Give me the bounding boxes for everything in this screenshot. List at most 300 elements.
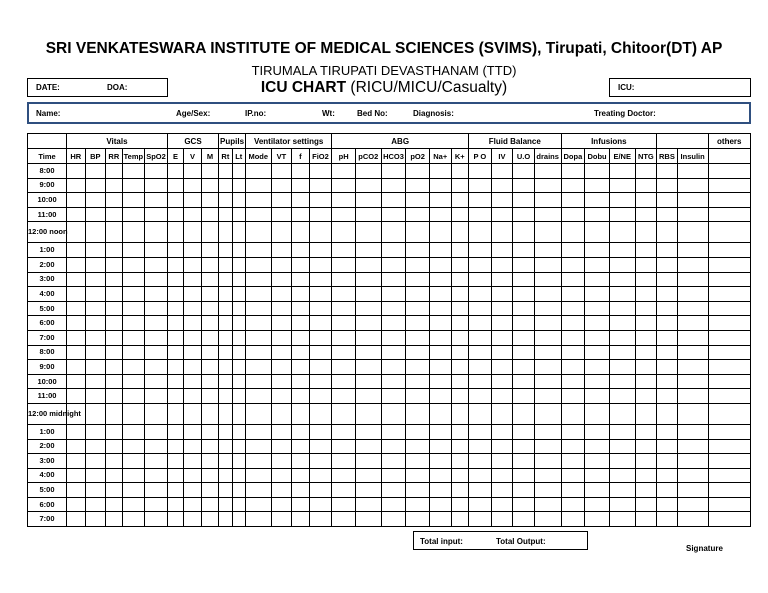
entry-cell[interactable] <box>469 439 492 454</box>
entry-cell[interactable] <box>292 497 309 512</box>
entry-cell[interactable] <box>219 439 232 454</box>
entry-cell[interactable] <box>309 193 332 208</box>
entry-cell[interactable] <box>122 483 145 498</box>
entry-cell[interactable] <box>167 468 183 483</box>
entry-cell[interactable] <box>67 424 86 439</box>
entry-cell[interactable] <box>585 207 610 222</box>
entry-cell[interactable] <box>167 301 183 316</box>
entry-cell[interactable] <box>184 424 201 439</box>
entry-cell[interactable] <box>451 330 469 345</box>
entry-cell[interactable] <box>513 345 535 360</box>
entry-cell[interactable] <box>406 389 430 404</box>
entry-cell[interactable] <box>469 454 492 469</box>
entry-cell[interactable] <box>245 301 271 316</box>
entry-cell[interactable] <box>513 301 535 316</box>
entry-cell[interactable] <box>271 424 292 439</box>
entry-cell[interactable] <box>406 222 430 243</box>
entry-cell[interactable] <box>219 272 232 287</box>
entry-cell[interactable] <box>657 424 678 439</box>
entry-cell[interactable] <box>271 164 292 179</box>
entry-cell[interactable] <box>332 222 356 243</box>
entry-cell[interactable] <box>429 222 451 243</box>
entry-cell[interactable] <box>292 193 309 208</box>
entry-cell[interactable] <box>491 243 513 258</box>
entry-cell[interactable] <box>534 178 561 193</box>
entry-cell[interactable] <box>609 468 635 483</box>
entry-cell[interactable] <box>292 301 309 316</box>
entry-cell[interactable] <box>67 439 86 454</box>
entry-cell[interactable] <box>355 301 381 316</box>
entry-cell[interactable] <box>657 243 678 258</box>
entry-cell[interactable] <box>245 207 271 222</box>
entry-cell[interactable] <box>201 345 218 360</box>
entry-cell[interactable] <box>609 345 635 360</box>
entry-cell[interactable] <box>609 389 635 404</box>
entry-cell[interactable] <box>451 497 469 512</box>
entry-cell[interactable] <box>106 424 122 439</box>
entry-cell[interactable] <box>381 468 406 483</box>
entry-cell[interactable] <box>245 164 271 179</box>
entry-cell[interactable] <box>67 468 86 483</box>
entry-cell[interactable] <box>145 287 168 302</box>
entry-cell[interactable] <box>513 483 535 498</box>
entry-cell[interactable] <box>85 207 106 222</box>
entry-cell[interactable] <box>429 403 451 424</box>
entry-cell[interactable] <box>184 243 201 258</box>
entry-cell[interactable] <box>534 164 561 179</box>
entry-cell[interactable] <box>585 483 610 498</box>
entry-cell[interactable] <box>513 257 535 272</box>
entry-cell[interactable] <box>184 345 201 360</box>
entry-cell[interactable] <box>245 257 271 272</box>
entry-cell[interactable] <box>232 301 245 316</box>
entry-cell[interactable] <box>167 164 183 179</box>
entry-cell[interactable] <box>635 345 657 360</box>
entry-cell[interactable] <box>635 193 657 208</box>
entry-cell[interactable] <box>609 222 635 243</box>
entry-cell[interactable] <box>355 468 381 483</box>
entry-cell[interactable] <box>513 330 535 345</box>
entry-cell[interactable] <box>708 497 750 512</box>
entry-cell[interactable] <box>381 193 406 208</box>
entry-cell[interactable] <box>381 330 406 345</box>
entry-cell[interactable] <box>85 222 106 243</box>
entry-cell[interactable] <box>106 316 122 331</box>
entry-cell[interactable] <box>406 207 430 222</box>
entry-cell[interactable] <box>469 287 492 302</box>
entry-cell[interactable] <box>271 497 292 512</box>
entry-cell[interactable] <box>332 193 356 208</box>
entry-cell[interactable] <box>406 403 430 424</box>
entry-cell[interactable] <box>292 207 309 222</box>
entry-cell[interactable] <box>232 287 245 302</box>
entry-cell[interactable] <box>309 345 332 360</box>
entry-cell[interactable] <box>469 178 492 193</box>
entry-cell[interactable] <box>635 207 657 222</box>
entry-cell[interactable] <box>708 207 750 222</box>
entry-cell[interactable] <box>184 330 201 345</box>
entry-cell[interactable] <box>122 345 145 360</box>
entry-cell[interactable] <box>167 193 183 208</box>
entry-cell[interactable] <box>609 272 635 287</box>
entry-cell[interactable] <box>85 403 106 424</box>
entry-cell[interactable] <box>708 178 750 193</box>
entry-cell[interactable] <box>106 193 122 208</box>
entry-cell[interactable] <box>491 207 513 222</box>
entry-cell[interactable] <box>271 178 292 193</box>
entry-cell[interactable] <box>657 257 678 272</box>
entry-cell[interactable] <box>534 497 561 512</box>
entry-cell[interactable] <box>106 301 122 316</box>
entry-cell[interactable] <box>232 222 245 243</box>
entry-cell[interactable] <box>491 345 513 360</box>
entry-cell[interactable] <box>201 301 218 316</box>
entry-cell[interactable] <box>85 178 106 193</box>
entry-cell[interactable] <box>657 345 678 360</box>
entry-cell[interactable] <box>145 468 168 483</box>
entry-cell[interactable] <box>429 257 451 272</box>
entry-cell[interactable] <box>184 272 201 287</box>
entry-cell[interactable] <box>309 374 332 389</box>
entry-cell[interactable] <box>677 439 708 454</box>
entry-cell[interactable] <box>219 330 232 345</box>
entry-cell[interactable] <box>451 287 469 302</box>
entry-cell[interactable] <box>219 257 232 272</box>
entry-cell[interactable] <box>381 483 406 498</box>
entry-cell[interactable] <box>122 454 145 469</box>
entry-cell[interactable] <box>67 193 86 208</box>
entry-cell[interactable] <box>534 330 561 345</box>
entry-cell[interactable] <box>585 360 610 375</box>
entry-cell[interactable] <box>609 374 635 389</box>
entry-cell[interactable] <box>451 483 469 498</box>
entry-cell[interactable] <box>381 374 406 389</box>
entry-cell[interactable] <box>677 164 708 179</box>
entry-cell[interactable] <box>561 403 585 424</box>
entry-cell[interactable] <box>67 287 86 302</box>
entry-cell[interactable] <box>657 512 678 527</box>
entry-cell[interactable] <box>167 243 183 258</box>
entry-cell[interactable] <box>245 222 271 243</box>
entry-cell[interactable] <box>708 272 750 287</box>
entry-cell[interactable] <box>184 287 201 302</box>
entry-cell[interactable] <box>122 272 145 287</box>
entry-cell[interactable] <box>534 257 561 272</box>
entry-cell[interactable] <box>534 207 561 222</box>
entry-cell[interactable] <box>451 272 469 287</box>
entry-cell[interactable] <box>406 360 430 375</box>
entry-cell[interactable] <box>355 207 381 222</box>
entry-cell[interactable] <box>635 483 657 498</box>
entry-cell[interactable] <box>534 301 561 316</box>
entry-cell[interactable] <box>271 257 292 272</box>
entry-cell[interactable] <box>67 207 86 222</box>
entry-cell[interactable] <box>381 178 406 193</box>
entry-cell[interactable] <box>184 164 201 179</box>
entry-cell[interactable] <box>708 403 750 424</box>
entry-cell[interactable] <box>145 345 168 360</box>
entry-cell[interactable] <box>513 512 535 527</box>
entry-cell[interactable] <box>106 345 122 360</box>
entry-cell[interactable] <box>585 389 610 404</box>
entry-cell[interactable] <box>708 301 750 316</box>
entry-cell[interactable] <box>201 164 218 179</box>
entry-cell[interactable] <box>469 483 492 498</box>
entry-cell[interactable] <box>145 403 168 424</box>
entry-cell[interactable] <box>67 374 86 389</box>
entry-cell[interactable] <box>469 207 492 222</box>
entry-cell[interactable] <box>381 389 406 404</box>
entry-cell[interactable] <box>245 497 271 512</box>
entry-cell[interactable] <box>708 164 750 179</box>
entry-cell[interactable] <box>677 301 708 316</box>
entry-cell[interactable] <box>184 316 201 331</box>
entry-cell[interactable] <box>635 374 657 389</box>
entry-cell[interactable] <box>561 345 585 360</box>
entry-cell[interactable] <box>85 316 106 331</box>
entry-cell[interactable] <box>406 193 430 208</box>
entry-cell[interactable] <box>201 497 218 512</box>
entry-cell[interactable] <box>271 243 292 258</box>
entry-cell[interactable] <box>355 403 381 424</box>
entry-cell[interactable] <box>469 468 492 483</box>
entry-cell[interactable] <box>106 330 122 345</box>
entry-cell[interactable] <box>145 389 168 404</box>
entry-cell[interactable] <box>332 497 356 512</box>
entry-cell[interactable] <box>657 468 678 483</box>
entry-cell[interactable] <box>292 403 309 424</box>
entry-cell[interactable] <box>184 178 201 193</box>
entry-cell[interactable] <box>106 374 122 389</box>
entry-cell[interactable] <box>184 454 201 469</box>
entry-cell[interactable] <box>332 207 356 222</box>
entry-cell[interactable] <box>184 403 201 424</box>
entry-cell[interactable] <box>122 360 145 375</box>
entry-cell[interactable] <box>635 439 657 454</box>
entry-cell[interactable] <box>491 360 513 375</box>
entry-cell[interactable] <box>513 424 535 439</box>
entry-cell[interactable] <box>309 257 332 272</box>
entry-cell[interactable] <box>585 512 610 527</box>
entry-cell[interactable] <box>451 403 469 424</box>
entry-cell[interactable] <box>657 374 678 389</box>
entry-cell[interactable] <box>245 345 271 360</box>
entry-cell[interactable] <box>585 497 610 512</box>
entry-cell[interactable] <box>145 301 168 316</box>
entry-cell[interactable] <box>201 330 218 345</box>
entry-cell[interactable] <box>245 374 271 389</box>
entry-cell[interactable] <box>534 424 561 439</box>
entry-cell[interactable] <box>469 360 492 375</box>
entry-cell[interactable] <box>219 345 232 360</box>
entry-cell[interactable] <box>635 301 657 316</box>
entry-cell[interactable] <box>85 345 106 360</box>
entry-cell[interactable] <box>271 483 292 498</box>
entry-cell[interactable] <box>245 389 271 404</box>
entry-cell[interactable] <box>451 454 469 469</box>
entry-cell[interactable] <box>232 193 245 208</box>
entry-cell[interactable] <box>167 403 183 424</box>
entry-cell[interactable] <box>609 512 635 527</box>
entry-cell[interactable] <box>657 483 678 498</box>
entry-cell[interactable] <box>292 330 309 345</box>
entry-cell[interactable] <box>332 272 356 287</box>
entry-cell[interactable] <box>106 178 122 193</box>
entry-cell[interactable] <box>232 316 245 331</box>
entry-cell[interactable] <box>106 439 122 454</box>
entry-cell[interactable] <box>106 360 122 375</box>
entry-cell[interactable] <box>469 164 492 179</box>
entry-cell[interactable] <box>429 207 451 222</box>
entry-cell[interactable] <box>122 178 145 193</box>
entry-cell[interactable] <box>657 178 678 193</box>
entry-cell[interactable] <box>355 345 381 360</box>
entry-cell[interactable] <box>406 272 430 287</box>
entry-cell[interactable] <box>145 207 168 222</box>
entry-cell[interactable] <box>355 439 381 454</box>
entry-cell[interactable] <box>145 374 168 389</box>
entry-cell[interactable] <box>106 257 122 272</box>
entry-cell[interactable] <box>201 272 218 287</box>
entry-cell[interactable] <box>355 164 381 179</box>
entry-cell[interactable] <box>184 439 201 454</box>
entry-cell[interactable] <box>429 454 451 469</box>
entry-cell[interactable] <box>381 316 406 331</box>
entry-cell[interactable] <box>167 454 183 469</box>
entry-cell[interactable] <box>708 287 750 302</box>
entry-cell[interactable] <box>332 512 356 527</box>
entry-cell[interactable] <box>85 360 106 375</box>
entry-cell[interactable] <box>309 497 332 512</box>
entry-cell[interactable] <box>232 497 245 512</box>
entry-cell[interactable] <box>245 316 271 331</box>
entry-cell[interactable] <box>106 243 122 258</box>
entry-cell[interactable] <box>292 287 309 302</box>
entry-cell[interactable] <box>271 316 292 331</box>
entry-cell[interactable] <box>491 257 513 272</box>
entry-cell[interactable] <box>292 222 309 243</box>
entry-cell[interactable] <box>585 454 610 469</box>
entry-cell[interactable] <box>85 468 106 483</box>
entry-cell[interactable] <box>122 193 145 208</box>
entry-cell[interactable] <box>201 512 218 527</box>
entry-cell[interactable] <box>677 178 708 193</box>
entry-cell[interactable] <box>167 316 183 331</box>
entry-cell[interactable] <box>219 389 232 404</box>
entry-cell[interactable] <box>219 287 232 302</box>
entry-cell[interactable] <box>451 164 469 179</box>
entry-cell[interactable] <box>332 483 356 498</box>
entry-cell[interactable] <box>145 243 168 258</box>
entry-cell[interactable] <box>122 164 145 179</box>
entry-cell[interactable] <box>355 374 381 389</box>
entry-cell[interactable] <box>232 345 245 360</box>
entry-cell[interactable] <box>534 193 561 208</box>
entry-cell[interactable] <box>451 316 469 331</box>
entry-cell[interactable] <box>708 222 750 243</box>
entry-cell[interactable] <box>145 483 168 498</box>
entry-cell[interactable] <box>201 178 218 193</box>
entry-cell[interactable] <box>201 403 218 424</box>
entry-cell[interactable] <box>85 287 106 302</box>
entry-cell[interactable] <box>271 193 292 208</box>
entry-cell[interactable] <box>561 374 585 389</box>
entry-cell[interactable] <box>85 164 106 179</box>
entry-cell[interactable] <box>585 439 610 454</box>
entry-cell[interactable] <box>635 316 657 331</box>
entry-cell[interactable] <box>219 497 232 512</box>
entry-cell[interactable] <box>167 330 183 345</box>
entry-cell[interactable] <box>429 287 451 302</box>
entry-cell[interactable] <box>85 330 106 345</box>
entry-cell[interactable] <box>332 164 356 179</box>
entry-cell[interactable] <box>561 468 585 483</box>
entry-cell[interactable] <box>469 345 492 360</box>
entry-cell[interactable] <box>201 193 218 208</box>
entry-cell[interactable] <box>167 178 183 193</box>
entry-cell[interactable] <box>309 424 332 439</box>
entry-cell[interactable] <box>429 316 451 331</box>
entry-cell[interactable] <box>67 178 86 193</box>
entry-cell[interactable] <box>406 468 430 483</box>
entry-cell[interactable] <box>381 454 406 469</box>
entry-cell[interactable] <box>406 512 430 527</box>
entry-cell[interactable] <box>245 360 271 375</box>
entry-cell[interactable] <box>122 403 145 424</box>
entry-cell[interactable] <box>201 222 218 243</box>
entry-cell[interactable] <box>245 193 271 208</box>
entry-cell[interactable] <box>332 468 356 483</box>
entry-cell[interactable] <box>85 257 106 272</box>
entry-cell[interactable] <box>635 468 657 483</box>
entry-cell[interactable] <box>106 389 122 404</box>
entry-cell[interactable] <box>122 512 145 527</box>
entry-cell[interactable] <box>585 178 610 193</box>
entry-cell[interactable] <box>106 497 122 512</box>
entry-cell[interactable] <box>167 360 183 375</box>
entry-cell[interactable] <box>106 512 122 527</box>
entry-cell[interactable] <box>381 257 406 272</box>
entry-cell[interactable] <box>201 439 218 454</box>
entry-cell[interactable] <box>513 454 535 469</box>
entry-cell[interactable] <box>561 360 585 375</box>
entry-cell[interactable] <box>635 330 657 345</box>
entry-cell[interactable] <box>381 403 406 424</box>
entry-cell[interactable] <box>245 483 271 498</box>
entry-cell[interactable] <box>167 497 183 512</box>
entry-cell[interactable] <box>184 483 201 498</box>
entry-cell[interactable] <box>406 178 430 193</box>
entry-cell[interactable] <box>451 243 469 258</box>
entry-cell[interactable] <box>561 483 585 498</box>
entry-cell[interactable] <box>585 257 610 272</box>
entry-cell[interactable] <box>355 389 381 404</box>
entry-cell[interactable] <box>491 330 513 345</box>
entry-cell[interactable] <box>381 345 406 360</box>
entry-cell[interactable] <box>381 164 406 179</box>
entry-cell[interactable] <box>245 439 271 454</box>
entry-cell[interactable] <box>677 389 708 404</box>
entry-cell[interactable] <box>184 301 201 316</box>
entry-cell[interactable] <box>635 243 657 258</box>
entry-cell[interactable] <box>271 389 292 404</box>
entry-cell[interactable] <box>292 164 309 179</box>
entry-cell[interactable] <box>184 497 201 512</box>
entry-cell[interactable] <box>429 483 451 498</box>
entry-cell[interactable] <box>309 164 332 179</box>
entry-cell[interactable] <box>561 316 585 331</box>
entry-cell[interactable] <box>677 403 708 424</box>
